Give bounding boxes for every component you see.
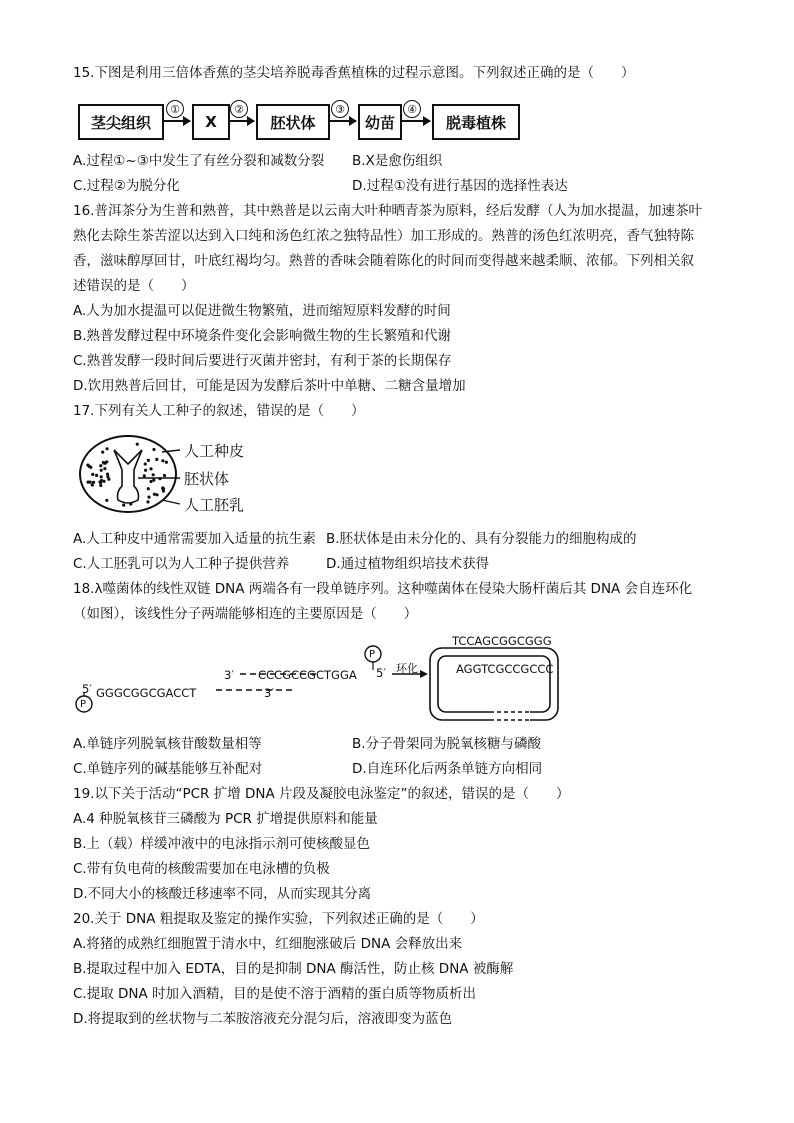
q19-option-c: C.带有负电荷的核酸需要加在电泳槽的负极 [73,861,330,877]
q16-stem-line-2: 熟化去除生茶苦涩以达到入口纯和汤色红浓之独特品性）加工形成的。熟普的汤色红浓明亮，香气独特陈 [73,228,694,244]
endosperm-dot [161,459,164,462]
step-3-marker: ③ [331,100,349,118]
endosperm-dot [102,461,105,464]
endosperm-dot [87,481,90,484]
q15-option-c: C.过程②为脱分化 [73,178,180,194]
q17-option-b: B.胚状体是由未分化的、具有分裂能力的细胞构成的 [326,531,637,547]
q20-option-a: A.将猪的成熟红细胞置于清水中，红细胞涨破后 DNA 会释放出来 [73,936,463,952]
q15-option-d: D.过程①没有进行基因的选择性表达 [352,178,568,194]
q20-option-d: D.将提取到的丝状物与二苯胺溶液充分混匀后，溶液即变为蓝色 [73,1011,453,1027]
q16-option-b: B.熟普发酵过程中环境条件变化会影响微生物的生长繁殖和代谢 [73,328,452,344]
q15-option-b: B.X是愈伤组织 [352,153,443,169]
artificial-seed-diagram [76,430,286,518]
endosperm-dot [144,462,147,465]
flow-box-1: 茎尖组织 [78,104,164,140]
bottom-single-strand-seq: GGGCGGCGACCT [96,686,197,700]
flow-box-5: 脱毒植株 [432,104,520,140]
q16-option-d: D.饮用熟普后回甘，可能是因为发酵后茶叶中单糖、二糖含量增加 [73,378,466,394]
q18-option-d: D.自连环化后两条单链方向相同 [352,761,543,777]
q18-option-b: B.分子骨架同为脱氧核糖与磷酸 [352,736,542,752]
q15-stem: 15.下图是利用三倍体香蕉的茎尖培养脱毒香蕉植株的过程示意图。下列叙述正确的是（ ） [73,65,635,81]
endosperm-dot [147,459,150,462]
endosperm-dot [100,469,103,472]
ring-inner-seq: AGGTCGCCGCCC [456,662,554,676]
endosperm-dot [106,447,109,450]
endosperm-dot [155,458,158,461]
label-line-endosperm [162,500,180,504]
endosperm-dot [147,496,150,499]
flow-arrow-4 [400,120,430,122]
q20-stem: 20.关于 DNA 粗提取及鉴定的操作实验，下列叙述正确的是（ ） [73,911,484,927]
flow-box-3: 胚状体 [256,104,330,140]
flow-arrow-3 [328,120,356,122]
endosperm-dot [106,475,109,478]
endosperm-dot [152,448,155,451]
q19-option-d: D.不同大小的核酸迁移速率不同，从而实现其分离 [73,886,372,902]
endosperm-dot [122,504,125,507]
endosperm-dot [102,480,105,483]
endosperm-dot [92,481,95,484]
q18-option-c: C.单链序列的碱基能够互补配对 [73,761,263,777]
top-3prime-label: 3′ [224,668,234,682]
endosperm-dot [163,474,166,477]
endosperm-dot [165,461,168,464]
q16-stem-line-4: 述错误的是（ ） [73,278,195,294]
label-artificial-endosperm: 人工胚乳 [184,496,245,514]
q16-option-a: A.人为加水提温可以促进微生物繁殖，进而缩短原料发酵的时间 [73,303,451,319]
flow-box-4: 幼苗 [358,104,402,140]
ring-top-seq: TCCAGCGGCGGG [452,634,552,648]
q16-option-c: C.熟普发酵一段时间后要进行灭菌并密封，有利于茶的长期保存 [73,353,452,369]
q20-option-b: B.提取过程中加入 EDTA，目的是抑制 DNA 酶活性，防止核 DNA 被酶解 [73,961,514,977]
endosperm-dot [105,499,108,502]
endosperm-dot [149,467,152,470]
endosperm-dot [162,489,165,492]
q18-option-a: A.单链序列脱氧核苷酸数量相等 [73,736,262,752]
label-artificial-seed-coat: 人工种皮 [184,442,245,460]
endosperm-dot [86,464,89,467]
endosperm-dot [101,451,104,454]
step-1-marker: ① [166,100,184,118]
bottom-3prime-label: 3′ [264,686,274,700]
endosperm-dot [144,469,147,472]
step-4-marker: ④ [403,100,421,118]
circularize-label: 环化 [396,662,418,675]
endosperm-dot [146,500,149,503]
top-5prime-label: 5′ [376,666,386,680]
endosperm-dot [103,467,106,470]
endosperm-dot [152,479,155,482]
q19-option-a: A.4 种脱氧核苷三磷酸为 PCR 扩增提供原料和能量 [73,811,378,827]
endosperm-dot [136,443,139,446]
bottom-5prime-label: 5′ [82,682,92,696]
label-embryoid: 胚状体 [184,470,230,488]
phosphate-bottom-label: P [80,699,87,710]
endosperm-dot [100,475,103,478]
q19-stem: 19.以下关于活动“PCR 扩增 DNA 片段及凝胶电泳鉴定”的叙述，错误的是（ ） [73,786,570,802]
q15-option-a: A.过程①~③中发生了有丝分裂和减数分裂 [73,153,325,169]
q20-option-c: C.提取 DNA 时加入酒精，目的是使不溶于酒精的蛋白质等物质析出 [73,986,477,1002]
endosperm-dot [99,484,102,487]
endosperm-dot [155,493,158,496]
endosperm-dot [95,474,98,477]
endosperm-dot [106,473,109,476]
q17-option-a: A.人工种皮中通常需要加入适量的抗生素 [73,531,316,547]
top-single-strand-seq: CCCGCCGCTGGA [258,668,357,682]
q18-stem-line-1: 18.λ噬菌体的线性双链 DNA 两端各有一段单链序列。这种噬菌体在侵染大肠杆菌后其 DNA 会自连环化 [73,581,693,597]
flow-box-x: X [192,104,230,140]
endosperm-dot [143,474,146,477]
endosperm-dot [152,473,155,476]
endosperm-dot [149,480,152,483]
flow-arrow-2 [228,120,254,122]
q16-stem-line-3: 香，滋味醇厚回甘，叶底红褐均匀。熟普的香味会随着陈化的时间而变得越来越柔顺、浓郁。下列相关叙 [73,253,694,269]
q17-option-d: D.通过植物组织培技术获得 [326,556,490,572]
q19-option-b: B.上（载）样缓冲液中的电泳指示剂可使核酸显色 [73,836,371,852]
endosperm-dot [91,473,94,476]
flow-arrow-1 [162,120,190,122]
q16-stem-line-1: 16.普洱茶分为生普和熟普，其中熟普是以云南大叶种晒青茶为原料，经后发酵（人为加水提温，加速茶叶 [73,203,702,219]
circularize-arrowhead [420,670,428,678]
q17-stem: 17.下列有关人工种子的叙述，错误的是（ ） [73,403,365,419]
step-2-marker: ② [230,100,248,118]
endosperm-dot [161,486,164,489]
q18-stem-line-2: （如图），该线性分子两端能够相连的主要原因是（ ） [73,606,418,622]
endosperm-dot [147,487,150,490]
endosperm-dot [99,464,102,467]
q17-option-c: C.人工胚乳可以为人工种子提供营养 [73,556,290,572]
phosphate-top-label: P [369,649,376,660]
